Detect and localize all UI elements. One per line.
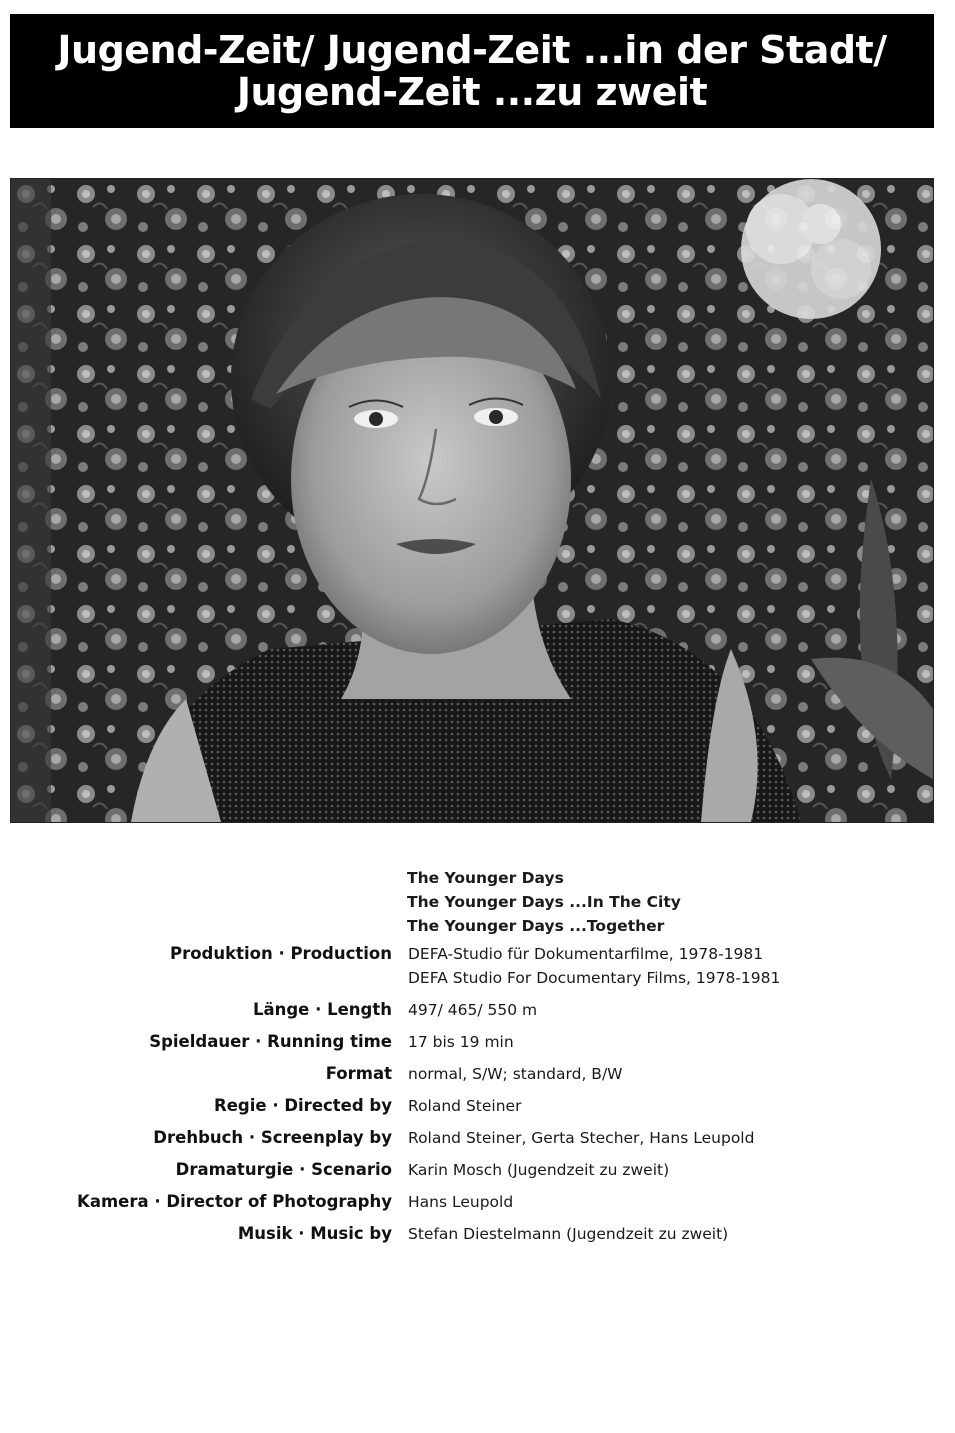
credit-row-length	[0, 998, 955, 1022]
credit-value: 17 bis 19 min	[408, 1033, 514, 1051]
credit-value: 497/ 465/ 550 m	[408, 1001, 538, 1019]
title-banner	[10, 14, 934, 128]
english-title: The Younger Days ...In The City	[407, 893, 681, 911]
page-title-line-1: Jugend-Zeit/ Jugend-Zeit ...in der Stadt/	[57, 28, 887, 72]
credit-row-production	[0, 942, 955, 990]
credit-value: Roland Steiner	[408, 1097, 522, 1115]
english-titles	[407, 866, 955, 938]
credit-value: Karin Mosch (Jugendzeit zu zweit)	[408, 1161, 670, 1179]
credit-row-scenario	[0, 1158, 955, 1182]
credit-value-line: DEFA-Studio für Dokumentarfilme, 1978-1981	[408, 945, 764, 963]
credit-row-format	[0, 1062, 955, 1086]
credit-value: Hans Leupold	[408, 1193, 514, 1211]
credit-value: Stefan Diestelmann (Jugendzeit zu zweit)	[408, 1225, 729, 1243]
credit-value	[408, 942, 780, 990]
credit-label: Musik · Music by	[237, 1224, 392, 1243]
portrait-photo-icon	[11, 179, 933, 822]
credit-label: Produktion · Production	[169, 944, 392, 963]
credit-value: normal, S/W; standard, B/W	[408, 1065, 623, 1083]
credits-section	[0, 866, 955, 1246]
credit-row-directed-by	[0, 1094, 955, 1118]
page-title-line-2: Jugend-Zeit ...zu zweit	[236, 70, 708, 114]
english-title: The Younger Days ...Together	[407, 917, 665, 935]
portrait-photo	[10, 178, 934, 823]
credit-label: Format	[325, 1064, 392, 1083]
credit-row-screenplay	[0, 1126, 955, 1150]
credit-label: Drehbuch · Screenplay by	[153, 1128, 392, 1147]
credit-row-running-time	[0, 1030, 955, 1054]
credit-value: Roland Steiner, Gerta Stecher, Hans Leupold	[408, 1129, 755, 1147]
credit-label: Länge · Length	[252, 1000, 392, 1019]
credit-row-photography	[0, 1190, 955, 1214]
credit-label: Dramaturgie · Scenario	[175, 1160, 392, 1179]
credit-label: Spieldauer · Running time	[149, 1032, 392, 1051]
credit-label: Regie · Directed by	[214, 1096, 392, 1115]
credit-value-line: DEFA Studio For Documentary Films, 1978-1981	[408, 969, 781, 987]
english-title: The Younger Days	[407, 869, 564, 887]
credit-label: Kamera · Director of Photography	[77, 1192, 392, 1211]
credit-row-music	[0, 1222, 955, 1246]
